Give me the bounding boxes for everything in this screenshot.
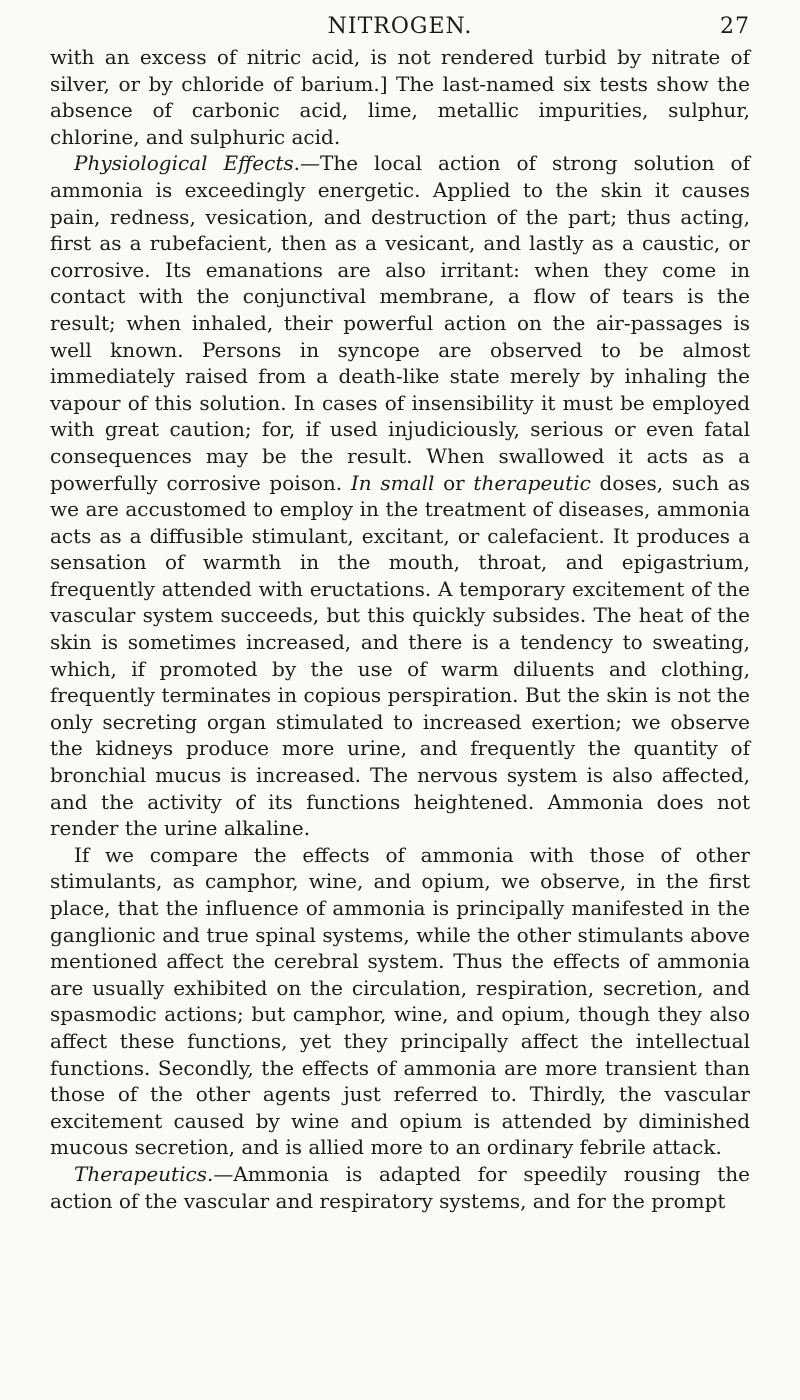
italic-phrase: therapeutic	[473, 470, 591, 495]
paragraph	[50, 842, 750, 1161]
text-run: doses, such as we are accustomed to employ in the treatment of diseases, ammonia acts as a diffusible stimulant, excitant, or calefacient. It produces a sensation of warmth in the mouth, throat, and epigastrium, frequently attended with eructations. A temporary excitement of the vascular system succeeds, but this quickly subsides. The heat of the skin is sometimes increased, and there is a tendency to sweating, which, if promoted by the use of warm diluents and clothing, frequently terminates in copious perspiration. But the skin is not the only secreting organ stimulated to increased exertion; we observe the kidneys produce more urine, and frequently the quantity of bronchial mucus is increased. The nervous system is also affected, and the activity of its functions heightened. Ammonia does not render the urine alkaline.	[50, 470, 750, 841]
section-heading: Therapeutics.	[74, 1161, 214, 1186]
text-run: If we compare the effects of ammonia with those of other stimulants, as camphor, wine, and opium, we observe, in the first place, that the influence of ammonia is principally manifested in the ganglionic and true spinal systems, while the other stimulants above mentioned affect the cerebral system. Thus the effects of ammonia are usually exhibited on the circulation, respiration, secretion, and spasmodic actions; but camphor, wine, and opium, though they also affect these functions, yet they principally affect the intellectual functions. Secondly, the effects of ammonia are more transient than those of the other agents just referred to. Thirdly, the vascular excitement caused by wine and opium is attended by diminished mucous secretion, and is allied more to an ordinary febrile attack.	[50, 842, 750, 1160]
italic-phrase: In small	[350, 470, 435, 495]
body-text	[50, 44, 750, 1214]
text-run: —The local action of strong solution of ammonia is exceedingly energetic. Applied to the skin it causes pain, redness, vesication, and destruction of the part; thus acting, first as a rubefacient, then as a vesicant, and lastly as a caustic, or corrosive. Its emanations are also irritant: when they come in contact with the conjunctival membrane, a flow of tears is the result; when inhaled, their powerful action on the air-passages is well known. Persons in syncope are observed to be almost immediately raised from a death-like state merely by inhaling the vapour of this solution. In cases of insensibility it must be employed with great caution; for, if used injudiciously, serious or even fatal consequences may be the result. When swallowed it acts as a powerfully corrosive poison.	[50, 151, 750, 495]
section-heading: Physiological Effects.	[74, 151, 300, 176]
text-run: with an excess of nitric acid, is not rendered turbid by nitrate of silver, or by chloride of barium.] The last-named six tests show the absence of carbonic acid, lime, metallic impurities, sulphur, chlorine, and sulphuric acid.	[50, 45, 750, 149]
paragraph	[50, 150, 750, 841]
text-run: —Ammonia is adapted for speedily rousing the action of the vascular and respiratory systems, and for the prompt	[50, 1161, 750, 1213]
running-head	[50, 10, 750, 44]
paragraph	[50, 1161, 750, 1214]
running-title: NITROGEN.	[327, 14, 473, 39]
page-number: 27	[720, 14, 750, 39]
paragraph	[50, 44, 750, 150]
text-run: or	[434, 470, 474, 495]
